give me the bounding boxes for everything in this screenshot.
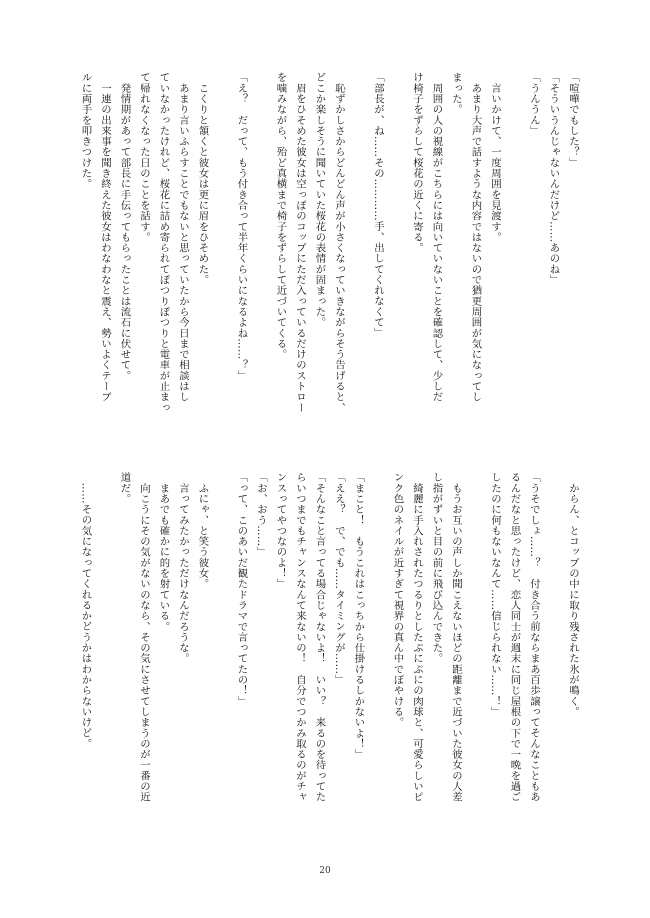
text-line bbox=[212, 472, 232, 832]
text-line: したのに何もないなんて……信じられない……！」 bbox=[489, 472, 501, 717]
text-line bbox=[368, 472, 388, 832]
text-band-bottom bbox=[72, 472, 582, 832]
text-line: こくりと頷くと彼女は更に眉をひそめた。 bbox=[196, 72, 209, 285]
text-line: 言いかけて、一度周囲を見渡す。 bbox=[489, 72, 501, 243]
text-line: らいつまでもチャンスなんて来ないの！ 自分でつかみ取るのがチャ bbox=[294, 472, 306, 803]
text-line bbox=[212, 72, 232, 447]
text-line: ていなかったけれど、桜花に詰め寄られてぽつりぽつりと電車が止まっ bbox=[157, 72, 170, 413]
text-line: 「うそでしょ……？ 付き合う前ならまあ百歩譲ってそんなこともあ bbox=[528, 472, 540, 803]
text-line: 周囲の人の視線がこちらには向いていないことを確認して、少しだ bbox=[430, 72, 443, 403]
text-line: ンスってやつなのよ！」 bbox=[274, 472, 287, 590]
text-line bbox=[543, 472, 563, 832]
text-line bbox=[387, 72, 407, 447]
text-line: 「お、おう……」 bbox=[255, 472, 267, 558]
text-line: からん、とコップの中に取り残された氷が鳴く。 bbox=[567, 472, 579, 717]
text-line: まった。 bbox=[450, 72, 462, 115]
text-line: 道だ。 bbox=[118, 472, 131, 504]
text-line: 「まこと！ もうこれはこっちから仕掛けるしかないよ！」 bbox=[352, 472, 365, 760]
text-line: 「うんうん」 bbox=[528, 72, 540, 136]
text-line bbox=[251, 72, 271, 447]
text-line bbox=[95, 472, 115, 832]
text-line: 「って、このあいだ観たドラマで言ってたの！」 bbox=[235, 472, 248, 707]
text-line: ンク色のネイルが近すぎて視界の真ん中でぼやける。 bbox=[391, 472, 404, 728]
text-line: 「そんなこと言ってる場合じゃないよ！ いい？ 来るのを待ってた bbox=[313, 472, 326, 803]
text-line: るんだなと思ったけど、恋人同士が週末に同じ屋根の下で一晩を過ご bbox=[508, 472, 521, 803]
text-line: あまり言いふらすことでもないと思っていたから今日まで相談はし bbox=[177, 72, 189, 403]
text-line: どこか楽しそうに聞いていた桜花の表情が固まった。 bbox=[313, 72, 326, 328]
text-line: 「喧嘩でもした？」 bbox=[567, 72, 579, 168]
text-line: 「そういうんじゃないんだけど……あのね」 bbox=[547, 72, 560, 285]
text-line: 言ってみたかっただけなんだろうな。 bbox=[177, 472, 189, 664]
text-line: あまり大声で話すような内容ではないので猶更周囲が気になってし bbox=[469, 72, 482, 403]
page-number: 20 bbox=[319, 866, 331, 876]
text-line: 発情期があって部長に手伝ってもらったことは流石に伏せて。 bbox=[118, 72, 131, 381]
text-line bbox=[348, 72, 368, 447]
text-line: 一連の出来事を聞き終えた彼女はわなわなと震え、勢いよくテーブ bbox=[99, 72, 111, 403]
text-line: 「部長が、ね……その…………手、出してくれなくて」 bbox=[372, 72, 384, 339]
text-line bbox=[504, 72, 524, 447]
text-line: 綺麗に手入れされたつるりとしたぷにぷにの肉球と、可愛らしいピ bbox=[411, 472, 423, 803]
text-line: ふにゃ、と笑う彼女。 bbox=[196, 472, 209, 590]
text-line: け椅子をずらして桜花の近くに寄る。 bbox=[411, 72, 423, 254]
text-line: ルに両手を叩きつけた。 bbox=[79, 72, 92, 190]
text-line bbox=[465, 472, 485, 832]
text-line: 「え？ だって、もう付き合って半年くらいになるよね……？」 bbox=[235, 72, 248, 381]
text-line: 向こうにその気がないのなら、その気にさせてしまうのが一番の近 bbox=[138, 472, 150, 803]
text-line: もうお互いの声しか聞こえないほどの距離まで近づいた彼女の人差 bbox=[450, 472, 462, 803]
text-line: 「ええ？ で、でも……タイミングが……」 bbox=[333, 472, 345, 685]
text-line: まあでも確かに的を射ている。 bbox=[157, 472, 170, 632]
text-line: 眉をひそめた彼女は空っぽのコップにただ入っているだけのストロー bbox=[294, 72, 306, 413]
text-band-top bbox=[72, 72, 582, 447]
text-line: て帰れなくなった日のことを話す。 bbox=[138, 72, 150, 243]
text-line: を噛みながら、殆ど真横まで椅子をずらして近づいてくる。 bbox=[274, 72, 287, 360]
text-line: ……その気になってくれるかどうかはわからないけど。 bbox=[79, 472, 92, 749]
text-line: し指がずいと目の前に飛び込んできた。 bbox=[430, 472, 443, 664]
text-line: 恥ずかしさからどんどん声が小さくなっていきながらそう告げると、 bbox=[333, 72, 345, 413]
